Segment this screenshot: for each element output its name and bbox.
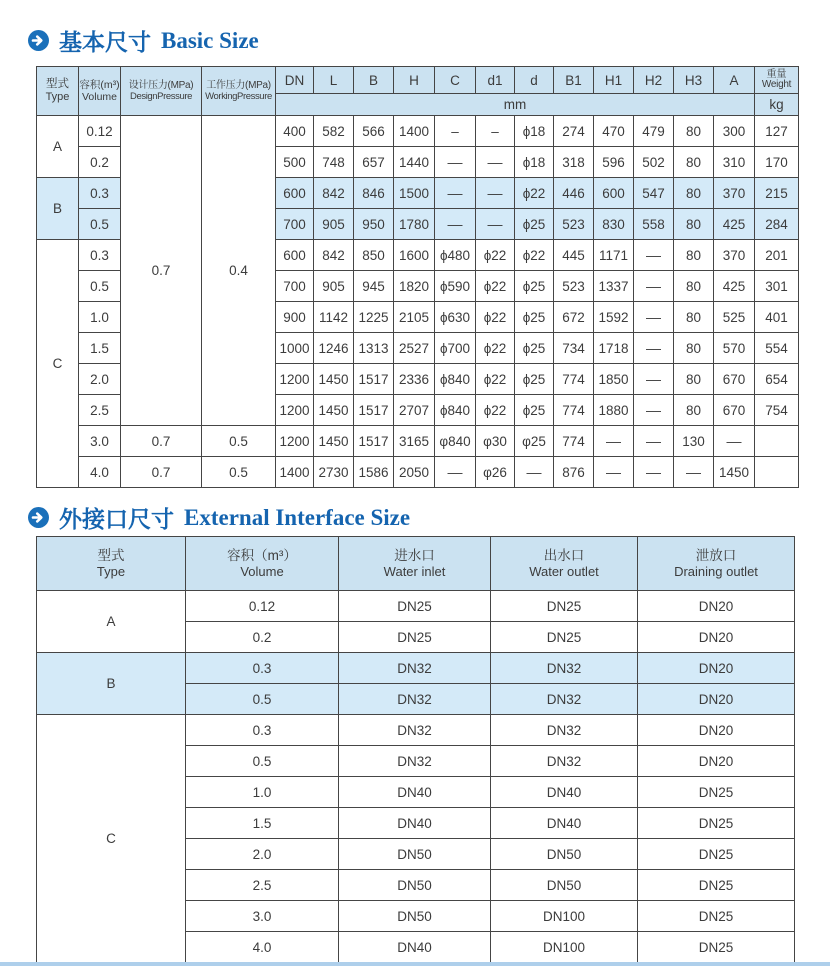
value-cell: –– [634,364,674,395]
value-cell: 3165 [394,426,435,457]
basic-col-header: H1 [594,67,634,94]
value-cell: 1450 [714,457,755,488]
basic-size-title-zh: 基本尺寸 [59,30,151,55]
value-cell: –– [594,426,634,457]
value-cell: –– [634,457,674,488]
value-cell: ϕ22 [476,333,515,364]
value-cell: – [476,116,515,147]
ext-col-header-draining-outlet-en: Draining outlet [674,563,758,579]
water-inlet-cell: DN50 [339,870,491,901]
basic-table-body [37,116,799,488]
col-header-design-pressure-zh: 设计压力(MPa) [128,79,194,91]
draining-outlet-cell: DN25 [638,901,795,932]
volume-cell: 4.0 [186,932,339,963]
water-inlet-cell: DN40 [339,932,491,963]
value-cell: 284 [755,209,799,240]
value-cell: ϕ22 [515,178,554,209]
value-cell: 2707 [394,395,435,426]
value-cell: 1718 [594,333,634,364]
type-cell: A [37,591,186,653]
ext-col-header-volume-en: Volume [240,563,284,579]
value-cell: –– [634,333,674,364]
value-cell: –– [435,147,476,178]
volume-cell: 0.2 [79,147,121,178]
value-cell: ϕ590 [435,271,476,302]
value-cell: 558 [634,209,674,240]
value-cell: –– [634,426,674,457]
col-header-volume [79,67,121,116]
value-cell: ϕ25 [515,395,554,426]
ext-table-body [37,591,795,963]
value-cell: 310 [714,147,755,178]
value-cell: 846 [354,178,394,209]
value-cell: 80 [674,178,714,209]
value-cell: –– [634,302,674,333]
value-cell: ϕ840 [435,364,476,395]
working-pressure-cell: 0.5 [202,457,276,488]
value-cell: 1586 [354,457,394,488]
value-cell: ϕ25 [515,364,554,395]
value-cell: 1171 [594,240,634,271]
value-cell: 1600 [394,240,435,271]
col-header-weight-en: Weight [761,79,792,90]
value-cell: 301 [755,271,799,302]
basic-col-header: A [714,67,755,94]
value-cell: 130 [674,426,714,457]
value-cell: 1142 [314,302,354,333]
ext-table-row [37,715,795,746]
value-cell: 842 [314,240,354,271]
volume-cell: 1.0 [186,777,339,808]
value-cell: ϕ22 [476,364,515,395]
value-cell: 670 [714,364,755,395]
volume-cell: 2.0 [186,839,339,870]
value-cell: –– [714,426,755,457]
arrow-right-circle-icon [28,30,49,51]
value-cell: 1440 [394,147,435,178]
value-cell: 274 [554,116,594,147]
value-cell: –– [634,271,674,302]
col-header-weight-zh: 重量 [766,68,787,80]
value-cell: 1200 [276,364,314,395]
value-cell: ϕ25 [515,302,554,333]
value-cell: 80 [674,116,714,147]
value-cell: 1225 [354,302,394,333]
value-cell: –– [435,457,476,488]
design-pressure-cell: 0.7 [121,457,202,488]
value-cell: φ30 [476,426,515,457]
value-cell: 905 [314,271,354,302]
value-cell: 1592 [594,302,634,333]
value-cell: 370 [714,240,755,271]
volume-cell: 0.5 [186,684,339,715]
value-cell: 1517 [354,426,394,457]
basic-col-header: DN [276,67,314,94]
basic-table-row [37,426,799,457]
value-cell: 734 [554,333,594,364]
value-cell: 1780 [394,209,435,240]
value-cell: 850 [354,240,394,271]
value-cell: ϕ22 [476,395,515,426]
value-cell: ϕ700 [435,333,476,364]
value-cell: 425 [714,271,755,302]
value-cell: 654 [755,364,799,395]
volume-cell: 2.5 [79,395,121,426]
basic-col-header-weight [755,67,799,94]
water-outlet-cell: DN50 [491,839,638,870]
value-cell: 318 [554,147,594,178]
value-cell: 950 [354,209,394,240]
external-interface-table [36,536,795,963]
basic-col-header: H2 [634,67,674,94]
ext-col-header-volume-zh: 容积（m³） [227,547,297,563]
basic-table-row [37,457,799,488]
value-cell: 479 [634,116,674,147]
basic-col-header: C [435,67,476,94]
value-cell: 596 [594,147,634,178]
volume-cell: 0.5 [186,746,339,777]
value-cell: 670 [714,395,755,426]
value-cell: –– [476,147,515,178]
value-cell: 582 [314,116,354,147]
value-cell: ϕ22 [515,240,554,271]
value-cell: 80 [674,395,714,426]
col-header-type-en: Type [45,91,70,104]
water-inlet-cell: DN40 [339,808,491,839]
value-cell: 2527 [394,333,435,364]
water-inlet-cell: DN32 [339,684,491,715]
value-cell: ϕ630 [435,302,476,333]
value-cell: φ26 [476,457,515,488]
value-cell: –– [634,240,674,271]
value-cell: 1200 [276,395,314,426]
ext-col-header-type-zh: 型式 [97,547,125,563]
draining-outlet-cell: DN25 [638,808,795,839]
value-cell: 1517 [354,395,394,426]
type-cell: A [37,116,79,178]
volume-cell: 0.5 [79,209,121,240]
value-cell: ϕ840 [435,395,476,426]
water-inlet-cell: DN32 [339,746,491,777]
value-cell: 2105 [394,302,435,333]
ext-col-header-type [37,537,186,591]
arrow-right-circle-icon [28,507,49,528]
value-cell: 554 [755,333,799,364]
value-cell: 900 [276,302,314,333]
value-cell: 2336 [394,364,435,395]
water-inlet-cell: DN40 [339,777,491,808]
value-cell: 500 [276,147,314,178]
draining-outlet-cell: DN20 [638,715,795,746]
value-cell: 547 [634,178,674,209]
basic-col-header: d [515,67,554,94]
draining-outlet-cell: DN20 [638,653,795,684]
water-outlet-cell: DN32 [491,715,638,746]
value-cell: –– [634,395,674,426]
water-outlet-cell: DN32 [491,653,638,684]
page-bottom-divider [0,962,830,966]
volume-cell: 1.0 [79,302,121,333]
ext-col-header-water-inlet-en: Water inlet [383,563,446,579]
water-inlet-cell: DN32 [339,653,491,684]
draining-outlet-cell: DN25 [638,777,795,808]
col-header-working-pressure-en: WorkingPressure [205,91,272,103]
volume-cell: 2.5 [186,870,339,901]
volume-cell: 1.5 [79,333,121,364]
value-cell: –– [435,178,476,209]
value-cell: ϕ22 [476,271,515,302]
water-outlet-cell: DN32 [491,746,638,777]
value-cell: 80 [674,364,714,395]
volume-cell: 0.3 [186,715,339,746]
value-cell: 2050 [394,457,435,488]
ext-col-header-draining-outlet [638,537,795,591]
value-cell: 774 [554,426,594,457]
value-cell: 1850 [594,364,634,395]
value-cell: 425 [714,209,755,240]
value-cell: 80 [674,333,714,364]
volume-cell: 0.3 [186,653,339,684]
value-cell: 600 [276,178,314,209]
value-cell [755,457,799,488]
external-interface-title-zh: 外接口尺寸 [59,507,174,532]
draining-outlet-cell: DN20 [638,684,795,715]
basic-col-header: H3 [674,67,714,94]
basic-col-header: H [394,67,435,94]
value-cell: –– [594,457,634,488]
value-cell: 905 [314,209,354,240]
value-cell: 1517 [354,364,394,395]
value-cell: –– [515,457,554,488]
volume-cell: 1.5 [186,808,339,839]
value-cell: 80 [674,147,714,178]
col-header-design-pressure-en: DesignPressure [130,91,192,103]
value-cell: 446 [554,178,594,209]
value-cell: 1337 [594,271,634,302]
value-cell: ϕ22 [476,302,515,333]
value-cell: 945 [354,271,394,302]
value-cell: 842 [314,178,354,209]
value-cell: 502 [634,147,674,178]
value-cell: 774 [554,364,594,395]
water-inlet-cell: DN50 [339,839,491,870]
draining-outlet-cell: DN25 [638,870,795,901]
ext-col-header-water-inlet [339,537,491,591]
value-cell: 774 [554,395,594,426]
value-cell: 201 [755,240,799,271]
col-header-volume-zh: 容积(m³) [79,78,120,91]
basic-table-row [37,116,799,147]
basic-size-table [36,66,799,488]
ext-table-row [37,591,795,622]
ext-header-row [37,537,795,591]
value-cell: 1450 [314,426,354,457]
value-cell: 300 [714,116,755,147]
water-outlet-cell: DN40 [491,808,638,839]
col-header-volume-en: Volume [81,91,118,103]
ext-col-header-volume [186,537,339,591]
value-cell: –– [476,178,515,209]
value-cell: φ25 [515,426,554,457]
water-outlet-cell: DN32 [491,684,638,715]
value-cell: ϕ22 [476,240,515,271]
volume-cell: 4.0 [79,457,121,488]
volume-cell: 0.12 [79,116,121,147]
value-cell: 754 [755,395,799,426]
basic-size-section-title [28,24,259,57]
external-interface-section-title [28,501,410,534]
water-outlet-cell: DN40 [491,777,638,808]
ext-col-header-water-outlet-en: Water outlet [529,563,599,579]
value-cell: 748 [314,147,354,178]
value-cell: 830 [594,209,634,240]
water-outlet-cell: DN100 [491,932,638,963]
water-inlet-cell: DN50 [339,901,491,932]
ext-table-row [37,653,795,684]
col-header-design-pressure [121,67,202,116]
water-inlet-cell: DN25 [339,622,491,653]
draining-outlet-cell: DN25 [638,839,795,870]
basic-col-header: B [354,67,394,94]
volume-cell: 0.3 [79,178,121,209]
value-cell: ϕ25 [515,271,554,302]
basic-header-row-1 [37,67,799,94]
volume-cell: 3.0 [186,901,339,932]
ext-col-header-water-outlet-zh: 出水口 [543,547,585,563]
value-cell: 700 [276,271,314,302]
value-cell: 523 [554,209,594,240]
value-cell: 1246 [314,333,354,364]
col-header-type-zh: 型式 [46,77,69,90]
value-cell: 370 [714,178,755,209]
value-cell: 1450 [314,395,354,426]
value-cell: 80 [674,209,714,240]
value-cell: –– [435,209,476,240]
unit-mm-cell: mm [276,94,755,116]
value-cell: 570 [714,333,755,364]
volume-cell: 0.3 [79,240,121,271]
value-cell: 445 [554,240,594,271]
value-cell: 672 [554,302,594,333]
water-outlet-cell: DN50 [491,870,638,901]
design-pressure-cell: 0.7 [121,116,202,426]
value-cell: 523 [554,271,594,302]
basic-size-title-en: Basic Size [161,27,259,53]
type-cell: B [37,653,186,715]
ext-col-header-water-inlet-zh: 进水口 [394,547,435,563]
value-cell: –– [674,457,714,488]
col-header-type [37,67,79,116]
value-cell: 127 [755,116,799,147]
value-cell: 1450 [314,364,354,395]
working-pressure-cell: 0.5 [202,426,276,457]
value-cell: φ840 [435,426,476,457]
water-outlet-cell: DN25 [491,622,638,653]
water-inlet-cell: DN25 [339,591,491,622]
value-cell: 1500 [394,178,435,209]
draining-outlet-cell: DN25 [638,932,795,963]
ext-col-header-draining-outlet-zh: 泄放口 [695,547,737,563]
external-interface-title-en: External Interface Size [184,504,411,530]
type-cell: B [37,178,79,240]
col-header-working-pressure [202,67,276,116]
value-cell: ϕ18 [515,116,554,147]
volume-cell: 0.5 [79,271,121,302]
value-cell: 80 [674,271,714,302]
value-cell: 470 [594,116,634,147]
value-cell: –– [476,209,515,240]
value-cell: 1820 [394,271,435,302]
value-cell: 876 [554,457,594,488]
volume-cell: 2.0 [79,364,121,395]
value-cell: 700 [276,209,314,240]
type-cell: C [37,715,186,963]
water-inlet-cell: DN32 [339,715,491,746]
type-cell: C [37,240,79,488]
value-cell: ϕ25 [515,209,554,240]
value-cell: 600 [594,178,634,209]
value-cell: 215 [755,178,799,209]
col-header-working-pressure-zh: 工作压力(MPa) [206,79,271,91]
working-pressure-cell: 0.4 [202,116,276,426]
value-cell: 400 [276,116,314,147]
value-cell: 80 [674,240,714,271]
volume-cell: 3.0 [79,426,121,457]
draining-outlet-cell: DN20 [638,746,795,777]
value-cell [755,426,799,457]
value-cell: 2730 [314,457,354,488]
basic-col-header: d1 [476,67,515,94]
value-cell: – [435,116,476,147]
value-cell: ϕ25 [515,333,554,364]
value-cell: 1000 [276,333,314,364]
value-cell: 1880 [594,395,634,426]
design-pressure-cell: 0.7 [121,426,202,457]
value-cell: ϕ480 [435,240,476,271]
value-cell: 600 [276,240,314,271]
volume-cell: 0.12 [186,591,339,622]
basic-col-header: L [314,67,354,94]
ext-col-header-water-outlet [491,537,638,591]
value-cell: 1400 [276,457,314,488]
volume-cell: 0.2 [186,622,339,653]
water-outlet-cell: DN100 [491,901,638,932]
value-cell: 525 [714,302,755,333]
ext-col-header-type-en: Type [96,563,126,579]
draining-outlet-cell: DN20 [638,622,795,653]
value-cell: 1400 [394,116,435,147]
value-cell: 401 [755,302,799,333]
value-cell: 170 [755,147,799,178]
value-cell: 1200 [276,426,314,457]
value-cell: 80 [674,302,714,333]
value-cell: 566 [354,116,394,147]
value-cell: 1313 [354,333,394,364]
value-cell: 657 [354,147,394,178]
value-cell: ϕ18 [515,147,554,178]
basic-col-header: B1 [554,67,594,94]
water-outlet-cell: DN25 [491,591,638,622]
draining-outlet-cell: DN20 [638,591,795,622]
unit-kg-cell: kg [755,94,799,116]
